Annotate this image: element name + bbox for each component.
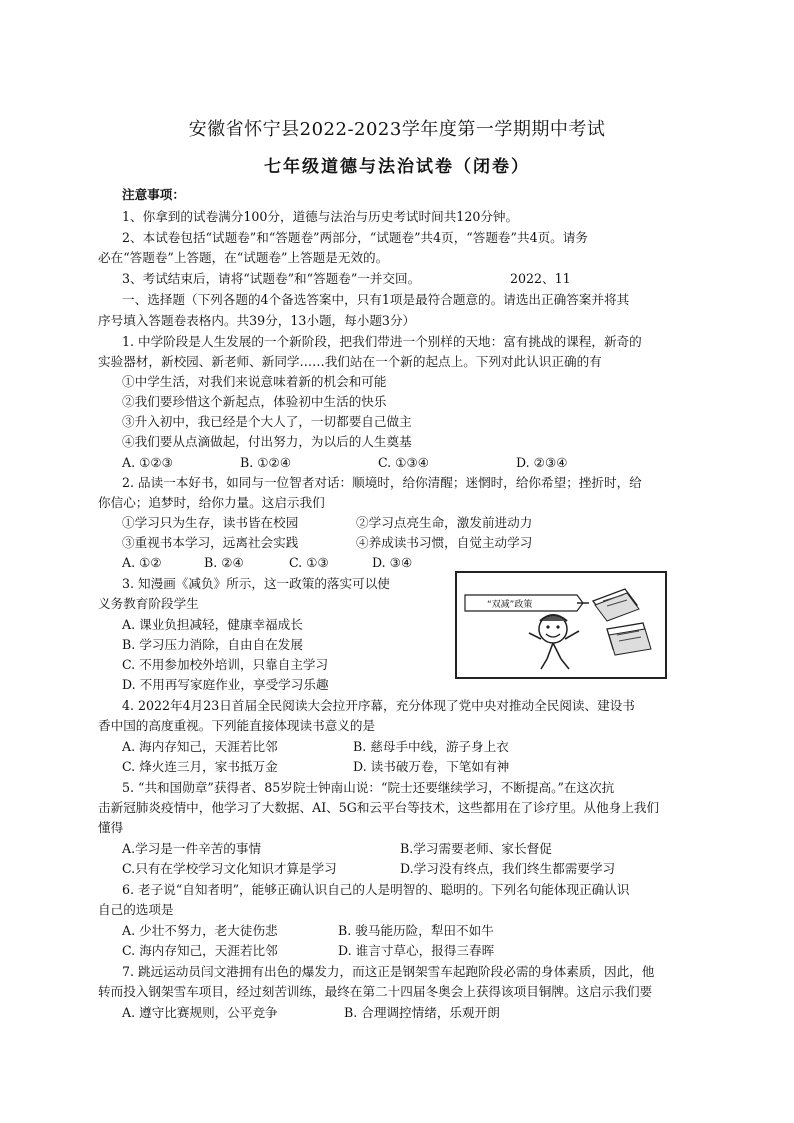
q7-stem-b: 转而投入钢架雪车项目，经过刻苦训练，最终在第二十四届冬奥会上获得该项目铜牌。这启示我们要 bbox=[98, 984, 653, 999]
q2-option-c: C. ①③ bbox=[289, 555, 329, 570]
q2-option-d: D. ③④ bbox=[372, 555, 413, 570]
q3-option-a: A. 课业负担减轻，健康幸福成长 bbox=[122, 617, 303, 632]
q1-statement-1: ①中学生活，对我们来说意味着新的机会和可能 bbox=[122, 374, 387, 389]
q1-statement-2: ②我们要珍惜这个新起点，体验初中生活的快乐 bbox=[122, 394, 387, 409]
q1-statement-4: ④我们要从点滴做起，付出努力，为以后的人生奠基 bbox=[122, 434, 412, 449]
q6-stem-b: 自己的选项是 bbox=[98, 902, 174, 917]
note-2a: 2、本试卷包括“试题卷”和“答题卷”两部分，“试题卷”共4页，“答题卷”共4页。请务 bbox=[122, 230, 588, 245]
notes-heading: 注意事项： bbox=[122, 187, 185, 202]
q7-stem-a: 7. 跳远运动员闫文港拥有出色的爆发力，而这正是钢架雪车起跑阶段必需的身体素质，因此，他 bbox=[122, 964, 655, 979]
q5-option-b: B.学习需要老师、家长督促 bbox=[400, 841, 552, 856]
q2-option-a: A. ①② bbox=[122, 555, 162, 570]
q4-option-c: C. 烽火连三月，家书抵万金 bbox=[122, 759, 278, 774]
q4-option-b: B. 慈母手中线，游子身上衣 bbox=[353, 739, 509, 754]
cartoon-student-icon bbox=[457, 573, 665, 677]
q4-option-a: A. 海内存知己，天涯若比邻 bbox=[122, 739, 278, 754]
q6-option-c: C. 海内存知己，天涯若比邻 bbox=[122, 943, 278, 958]
q6-option-b: B. 骏马能历险，犁田不如牛 bbox=[338, 923, 494, 938]
q3-option-c: C. 不用参加校外培训，只靠自主学习 bbox=[122, 657, 329, 672]
q1-option-d: D. ②③④ bbox=[516, 455, 568, 470]
cartoon-jianfu bbox=[455, 571, 667, 679]
exam-subtitle: 七年级道德与法治试卷（闭卷） bbox=[264, 157, 530, 177]
section-heading-a: 一、选择题（下列各题的4个备选答案中，只有1项是最符合题意的。请选出正确答案并将其 bbox=[122, 292, 630, 307]
q1-option-a: A. ①②③ bbox=[122, 455, 173, 470]
q4-stem-b: 香中国的高度重视。下列能直接体现读书意义的是 bbox=[98, 718, 376, 733]
note-2b: 必在“答题卷”上答题，在“试题卷”上答题是无效的。 bbox=[98, 250, 389, 265]
note-3: 3、考试结束后，请将“试题卷”和“答题卷”一并交回。 bbox=[122, 271, 421, 286]
q6-option-a: A. 少壮不努力，老大徒伤悲 bbox=[122, 923, 278, 938]
q4-stem-a: 4. 2022年4月23日首届全民阅读大会拉开序幕，充分体现了党中央对推动全民阅读、建设书 bbox=[122, 698, 635, 713]
q5-stem-b: 击新冠肺炎疫情中，他学习了大数据、AI、5G和云平台等技术，这些都用在了诊疗里。从他身上我们 bbox=[98, 800, 660, 815]
q5-option-a: A.学习是一件辛苦的事情 bbox=[122, 841, 262, 856]
q3-option-d: D. 不用再写家庭作业，享受学习乐趣 bbox=[122, 677, 329, 692]
q1-stem-b: 实验器材，新校园、新老师、新同学……我们站在一个新的起点上。下列对此认识正确的有 bbox=[98, 354, 602, 369]
exam-date: 2022、11 bbox=[510, 271, 571, 286]
q2-option-b: B. ②④ bbox=[204, 555, 244, 570]
q1-stem-a: 1. 中学阶段是人生发展的一个新阶段，把我们带进一个别样的天地：富有挑战的课程，新奇的 bbox=[122, 334, 642, 349]
q1-statement-3: ③升入初中，我已经是个大人了，一切都要自己做主 bbox=[122, 414, 412, 429]
books-icon bbox=[593, 589, 651, 655]
q5-option-d: D.学习没有终点，我们终生都需要学习 bbox=[400, 861, 616, 876]
q3-option-b: B. 学习压力消除，自由自在发展 bbox=[122, 637, 303, 652]
q6-stem-a: 6. 老子说“自知者明”，能够正确认识自己的人是明智的、聪明的。下列名句能体现正确认识 bbox=[122, 882, 630, 897]
q1-option-c: C. ①③④ bbox=[378, 455, 430, 470]
q5-stem-a: 5. “共和国勋章”获得者、85岁院士钟南山说：“院士还要继续学习，不断提高。”在这次抗 bbox=[122, 780, 615, 795]
q4-option-d: D. 读书破万卷，下笔如有神 bbox=[353, 759, 510, 774]
q5-option-c: C.只有在学校学习文化知识才算是学习 bbox=[122, 861, 337, 876]
q7-option-b: B. 合理调控情绪，乐观开朗 bbox=[344, 1005, 500, 1020]
q3-stem-b: 义务教育阶段学生 bbox=[98, 596, 199, 611]
q3-stem-a: 3. 知漫画《减负》所示，这一政策的落实可以使 bbox=[122, 576, 390, 591]
q2-statement-3: ③重视书本学习，远离社会实践 bbox=[122, 535, 299, 550]
q5-stem-c: 懂得 bbox=[98, 820, 124, 835]
q6-option-d: D. 谁言寸草心，报得三春晖 bbox=[338, 943, 495, 958]
section-heading-b: 序号填入答题卷表格内。共39分，13小题，每小题3分） bbox=[98, 313, 416, 328]
q1-option-b: B. ①②④ bbox=[240, 455, 292, 470]
q2-statement-4: ④养成读书习惯，自觉主动学习 bbox=[356, 535, 533, 550]
q2-statement-2: ②学习点亮生命，激发前进动力 bbox=[356, 515, 533, 530]
q2-statement-1: ①学习只为生存，读书皆在校园 bbox=[122, 515, 299, 530]
cartoon-label: “双减”政策 bbox=[487, 600, 533, 610]
q7-option-a: A. 遵守比赛规则，公平竞争 bbox=[122, 1005, 278, 1020]
q2-stem-b: 你信心；追梦时，给你力量。这启示我们 bbox=[98, 495, 325, 510]
exam-title: 安徽省怀宁县2022-2023学年度第一学期期中考试 bbox=[188, 119, 606, 140]
q2-stem-a: 2. 品读一本好书，如同与一位智者对话：顺境时，给你清醒；迷惘时，给你希望；挫折时，给 bbox=[122, 475, 642, 490]
note-1: 1、你拿到的试卷满分100分，道德与法治与历史考试时间共120分钟。 bbox=[122, 209, 519, 224]
